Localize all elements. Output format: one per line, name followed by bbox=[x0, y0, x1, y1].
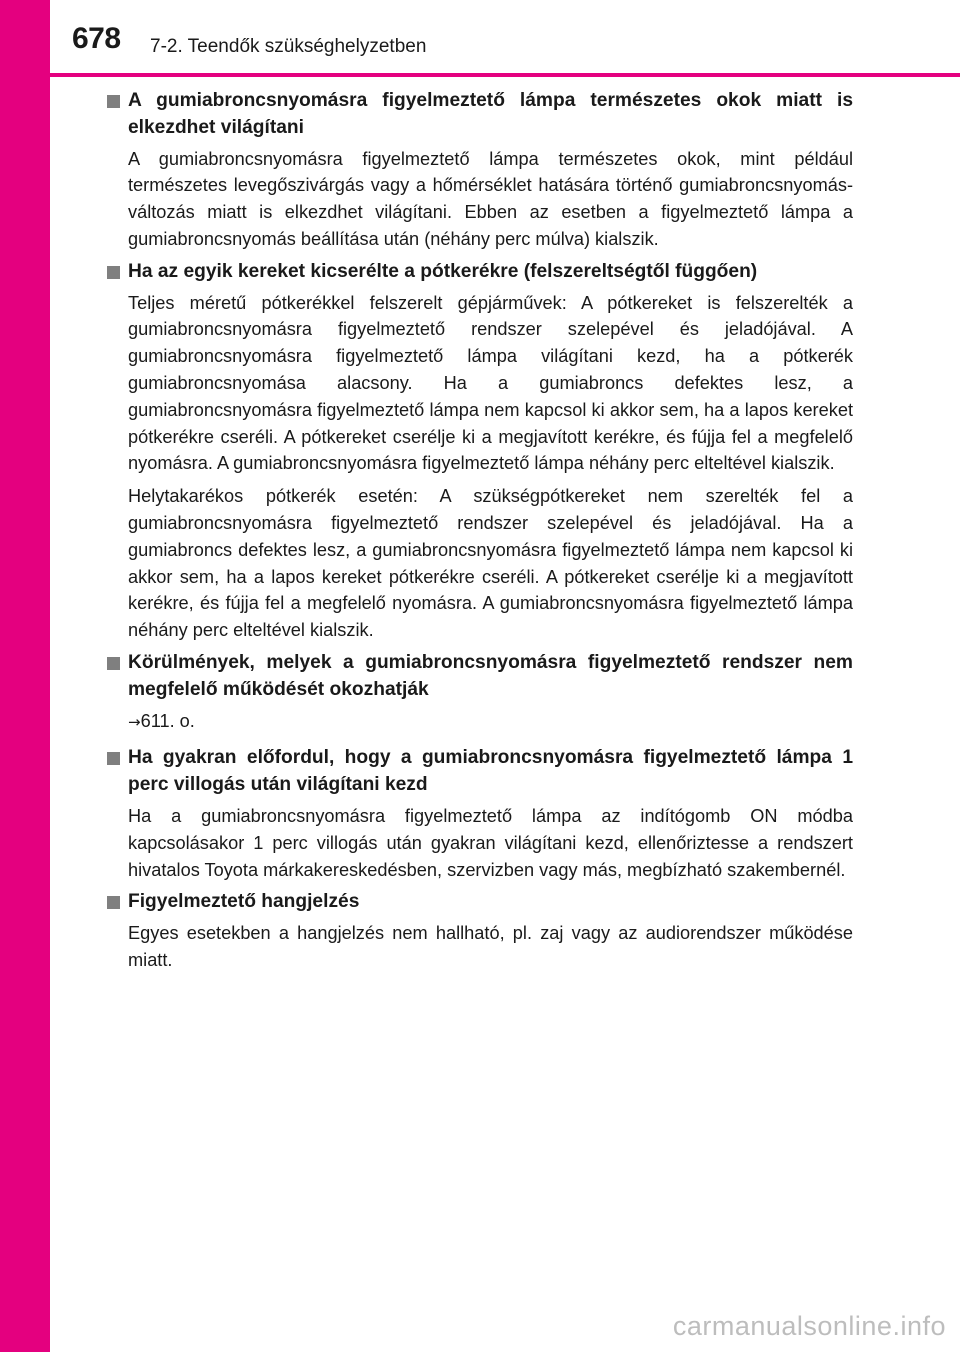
section-heading-text: A gumiabroncsnyomásra figyelmeztető lámpa természetes okok miatt is elkezdhet világítani bbox=[128, 90, 853, 138]
section-heading bbox=[107, 889, 853, 916]
arrow-right-icon: → bbox=[128, 712, 141, 731]
watermark: carmanualsonline.info bbox=[672, 1311, 946, 1341]
section-heading bbox=[107, 650, 853, 704]
section-heading-text: Figyelmeztető hangjelzés bbox=[128, 891, 360, 913]
header-rule bbox=[50, 73, 960, 77]
page-number: 678 bbox=[72, 22, 121, 55]
chapter-title: 7-2. Teendők szükséghelyzetben bbox=[150, 36, 427, 57]
square-bullet-icon bbox=[107, 266, 120, 279]
paragraph: A gumiabroncsnyomásra figyelmeztető lámpa természetes okok, mint például természetes levegőszivárgás vagy a hőmérséklet hatására történő gumiabroncsnyomás-változás miatt is elkezdhet világítani. Ebben az esetben a figyelmeztető lámpa a gumiabroncsnyomás beállítása után (néhány perc múlva) kialszik. bbox=[128, 148, 853, 249]
section-spare-tire bbox=[107, 259, 853, 644]
section-heading-text: Ha az egyik kereket kicserélte a pótkerékre (felszereltségtől függően) bbox=[128, 260, 758, 282]
square-bullet-icon bbox=[107, 95, 120, 108]
section-heading bbox=[107, 88, 853, 142]
square-bullet-icon bbox=[107, 896, 120, 909]
square-bullet-icon bbox=[107, 752, 120, 765]
page-content bbox=[107, 88, 853, 980]
section-warning-buzzer bbox=[107, 889, 853, 973]
paragraph: Ha a gumiabroncsnyomásra figyelmeztető lámpa az indítógomb ON módba kapcsolásakor 1 perc villogás után gyakran világítani kezd, ellenőriztesse a rendszert hivatalos Toyota márkakereskedésben, szervizben vagy más, megbízható szakembernél. bbox=[128, 805, 853, 880]
page-reference-text: 611. o. bbox=[140, 710, 195, 731]
paragraph: Helytakarékos pótkerék esetén: A szükségpótkereket nem szerelték fel a gumiabroncsnyomásra figyelmeztető rendszer szelepével és jeladójával. Ha a gumiabroncs defektes lesz, a gumiabroncsnyomásra figyelmeztető lámpa nem kapcsol ki akkor sem, ha a lapos kereket pótkerékre cseréli. A pótkereket cserélje ki a megjavított kerékre, és fújja fel a megfelelő nyomásra. A gumiabroncsnyomásra figyelmeztető lámpa néhány perc elteltével kialszik. bbox=[128, 486, 853, 641]
section-heading-text: Ha gyakran előfordul, hogy a gumiabroncsnyomásra figyelmeztető lámpa 1 perc villogás után világítani kezd bbox=[128, 747, 853, 796]
section-natural-causes bbox=[107, 88, 853, 253]
section-heading bbox=[107, 259, 853, 286]
section-heading-text: Körülmények, melyek a gumiabroncsnyomásra figyelmeztető rendszer nem megfelelő működését okozhatják bbox=[128, 651, 853, 700]
paragraph: Egyes esetekben a hangjelzés nem hallható, pl. zaj vagy az audiorendszer működése miatt. bbox=[128, 923, 853, 970]
section-malfunction-conditions bbox=[107, 650, 853, 735]
section-heading bbox=[107, 745, 853, 799]
paragraph: Teljes méretű pótkerékkel felszerelt gépjárművek: A pótkereket is felszerelték a gumiabroncsnyomásra figyelmeztető rendszer szelepével és jeladójával. A gumiabroncsnyomásra figyelmeztető lámpa világítani kezd, ha a pótkerék gumiabroncsnyomása alacsony. Ha a gumiabroncs defektes lesz, a gumiabroncsnyomásra figyelmeztető lámpa nem kapcsol ki akkor sem, ha a lapos kereket pótkerékre cseréli. A pótkereket cserélje ki a megjavított kerékre, és fújja fel a megfelelő nyomásra. A gumiabroncsnyomásra figyelmeztető lámpa néhány perc elteltével kialszik. bbox=[128, 292, 853, 474]
square-bullet-icon bbox=[107, 657, 120, 670]
side-color-bar bbox=[0, 0, 50, 1352]
section-blinking-light bbox=[107, 745, 853, 883]
page-reference[interactable] bbox=[107, 708, 853, 736]
